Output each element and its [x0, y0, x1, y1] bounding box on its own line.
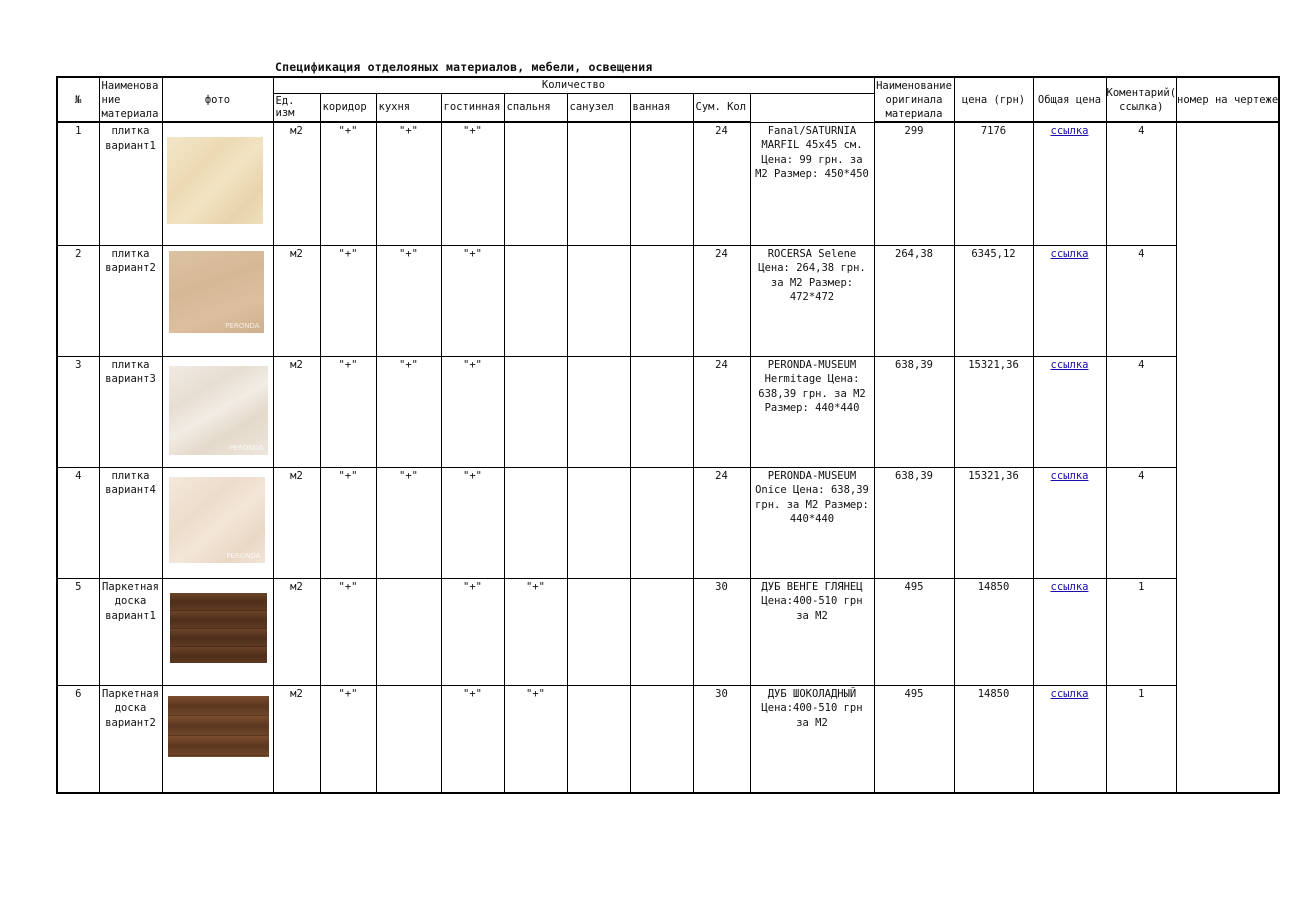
row-room-living: "+" [441, 467, 504, 578]
row-photo [162, 356, 273, 467]
row-room-corridor: "+" [320, 578, 376, 685]
row-total-price: 7176 [954, 122, 1033, 245]
row-drawing-number: 4 [1106, 122, 1177, 245]
row-room-living: "+" [441, 685, 504, 793]
row-total-price: 6345,12 [954, 245, 1033, 356]
row-room-kitchen: "+" [376, 122, 441, 245]
document-title: Спецификация отделояных материалов, мебели, освещения [275, 60, 653, 74]
row-room-living: "+" [441, 578, 504, 685]
header-unit: Ед. изм [273, 93, 320, 122]
row-total-price: 14850 [954, 578, 1033, 685]
row-material-name: плитка вариант2 [99, 245, 162, 356]
row-room-corridor: "+" [320, 245, 376, 356]
row-material-name: Паркетная доска вариант1 [99, 578, 162, 685]
row-original-name: ROCERSA Selene Цена: 264,38 грн. за М2 Размер: 472*472 [750, 245, 874, 356]
row-total-price: 14850 [954, 685, 1033, 793]
header-material-name: Наименова ние материала [99, 77, 162, 122]
row-room-kitchen [376, 578, 441, 685]
row-num: 4 [57, 467, 99, 578]
row-unit: м2 [273, 122, 320, 245]
comment-link[interactable]: ссылка [1050, 125, 1089, 137]
header-quantity: Количество [273, 77, 874, 93]
row-room-living: "+" [441, 245, 504, 356]
header-room-kitchen: кухня [376, 93, 441, 122]
row-room-bedroom [504, 356, 567, 467]
row-drawing-number: 4 [1106, 356, 1177, 467]
row-photo [162, 685, 273, 793]
table-row [57, 245, 1279, 356]
row-total-price: 15321,36 [954, 467, 1033, 578]
row-comment [1033, 467, 1106, 578]
row-room-wc [567, 467, 630, 578]
header-room-bathroom: ванная [630, 93, 693, 122]
row-total-quantity: 24 [693, 245, 750, 356]
row-room-wc [567, 685, 630, 793]
beige-tile-photo [167, 137, 263, 224]
row-room-kitchen: "+" [376, 467, 441, 578]
header-comment: Коментарий( ссылка) [1106, 77, 1177, 122]
row-drawing-number: 4 [1106, 467, 1177, 578]
row-material-name: плитка вариант4 [99, 467, 162, 578]
row-comment [1033, 578, 1106, 685]
row-unit: м2 [273, 685, 320, 793]
row-original-name: ДУБ ШОКОЛАДНЫЙ Цена:400-510 грн за М2 [750, 685, 874, 793]
header-price: цена (грн) [954, 77, 1033, 122]
row-room-wc [567, 356, 630, 467]
row-room-kitchen [376, 685, 441, 793]
row-room-bathroom [630, 467, 693, 578]
table-row [57, 356, 1279, 467]
header-room-corridor: коридор [320, 93, 376, 122]
row-price: 264,38 [874, 245, 954, 356]
comment-link[interactable]: ссылка [1050, 247, 1089, 260]
table-row [57, 578, 1279, 685]
row-original-name: PERONDA-MUSEUM Hermitage Цена: 638,39 грн. за М2 Размер: 440*440 [750, 356, 874, 467]
header-drawing-number: номер на чертеже [1177, 77, 1280, 122]
header-room-bedroom: спальня [504, 93, 567, 122]
row-room-bedroom: "+" [504, 578, 567, 685]
row-num: 1 [57, 122, 99, 245]
row-room-corridor: "+" [320, 356, 376, 467]
row-unit: м2 [273, 356, 320, 467]
row-total-quantity: 24 [693, 356, 750, 467]
row-room-kitchen: "+" [376, 356, 441, 467]
row-room-bedroom [504, 467, 567, 578]
table-row [57, 685, 1279, 793]
row-room-corridor: "+" [320, 685, 376, 793]
row-room-corridor: "+" [320, 467, 376, 578]
row-price: 638,39 [874, 356, 954, 467]
row-photo [162, 578, 273, 685]
row-total-quantity: 30 [693, 685, 750, 793]
row-drawing-number: 1 [1106, 685, 1177, 793]
row-room-bathroom [630, 245, 693, 356]
header-room-wc: санузел [567, 93, 630, 122]
specification-table [56, 76, 1280, 794]
row-unit: м2 [273, 578, 320, 685]
row-num: 2 [57, 245, 99, 356]
row-room-bathroom [630, 685, 693, 793]
row-original-name: PERONDA-MUSEUM Onice Цена: 638,39 грн. за М2 Размер: 440*440 [750, 467, 874, 578]
comment-link[interactable]: ссылка [1050, 580, 1089, 593]
row-photo [162, 467, 273, 578]
row-original-name: Fanal/SATURNIA MARFIL 45x45 см. Цена: 99 грн. за М2 Размер: 450*450 [750, 122, 874, 245]
row-price: 299 [874, 122, 954, 245]
row-comment [1033, 356, 1106, 467]
row-comment [1033, 245, 1106, 356]
row-room-wc [567, 245, 630, 356]
row-room-bathroom [630, 356, 693, 467]
row-unit: м2 [273, 245, 320, 356]
row-material-name: плитка вариант3 [99, 356, 162, 467]
onyx-tile-photo: PERONDA [169, 477, 265, 563]
header-row-1 [57, 77, 1279, 93]
row-photo [162, 245, 273, 356]
row-unit: м2 [273, 467, 320, 578]
table-row [57, 467, 1279, 578]
row-room-wc [567, 122, 630, 245]
row-room-bedroom: "+" [504, 685, 567, 793]
comment-link[interactable]: ссылка [1050, 469, 1089, 482]
row-room-bedroom [504, 122, 567, 245]
wenge-parquet-photo [170, 593, 267, 663]
row-room-living: "+" [441, 122, 504, 245]
comment-link[interactable]: ссылка [1050, 358, 1089, 371]
row-material-name: плитка вариант1 [99, 122, 162, 245]
row-comment [1033, 122, 1106, 245]
row-total-quantity: 24 [693, 122, 750, 245]
row-room-corridor: "+" [320, 122, 376, 245]
row-drawing-number: 1 [1106, 578, 1177, 685]
marble-tile-photo: PERONDA [169, 366, 268, 455]
row-total-quantity: 30 [693, 578, 750, 685]
tan-tile-photo: PERONDA [169, 251, 264, 333]
row-original-name: ДУБ ВЕНГЕ ГЛЯНЕЦ Цена:400-510 грн за М2 [750, 578, 874, 685]
row-price: 638,39 [874, 467, 954, 578]
header-total-price: Общая цена [1033, 77, 1106, 122]
header-num: № [57, 77, 99, 122]
row-num: 5 [57, 578, 99, 685]
row-room-bathroom [630, 578, 693, 685]
row-material-name: Паркетная доска вариант2 [99, 685, 162, 793]
row-total-price: 15321,36 [954, 356, 1033, 467]
row-room-living: "+" [441, 356, 504, 467]
table-row [57, 122, 1279, 245]
header-total-quantity: Сум. Кол [693, 93, 750, 122]
row-num: 3 [57, 356, 99, 467]
chocolate-parquet-photo [168, 696, 269, 757]
row-room-wc [567, 578, 630, 685]
row-price: 495 [874, 685, 954, 793]
row-room-kitchen: "+" [376, 245, 441, 356]
comment-link[interactable]: ссылка [1050, 687, 1089, 700]
row-price: 495 [874, 578, 954, 685]
header-original-name: Наименование оригинала материала [874, 77, 954, 122]
header-photo: фото [162, 77, 273, 122]
row-num: 6 [57, 685, 99, 793]
header-room-living: гостинная [441, 93, 504, 122]
row-room-bathroom [630, 122, 693, 245]
row-total-quantity: 24 [693, 467, 750, 578]
row-drawing-number: 4 [1106, 245, 1177, 356]
row-room-bedroom [504, 245, 567, 356]
row-photo [162, 122, 273, 245]
row-comment [1033, 685, 1106, 793]
